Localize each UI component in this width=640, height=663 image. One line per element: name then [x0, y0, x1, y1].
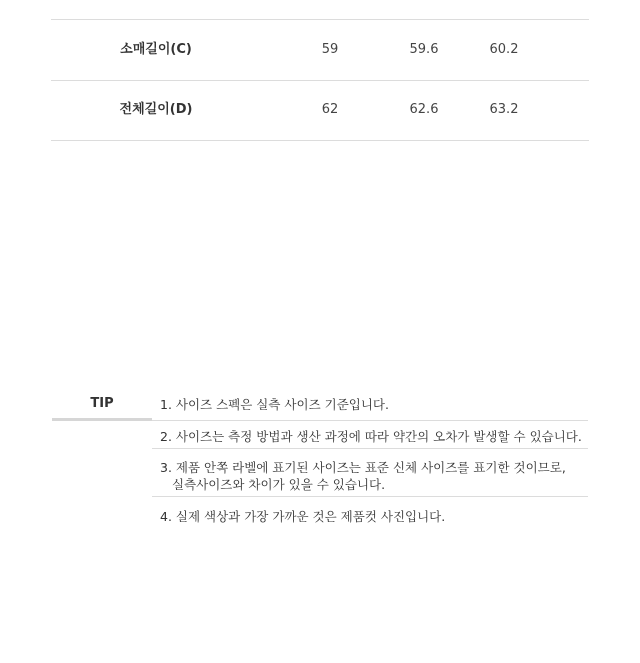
size-value: 62.6: [409, 102, 439, 117]
size-value: 60.2: [489, 42, 519, 57]
row-label: 소매길이(C): [120, 42, 192, 57]
size-value: 59: [321, 42, 339, 57]
tip-underline: [52, 418, 152, 421]
tip-text: 3. 제품 안쪽 라벨에 표기된 사이즈는 표준 신체 사이즈를 표기한 것이므로,: [160, 460, 566, 475]
tip-item: [152, 459, 588, 497]
size-value: 59.6: [409, 42, 439, 57]
tip-item: [152, 428, 588, 449]
tip-title: TIP: [90, 396, 114, 411]
tip-item: [152, 396, 588, 421]
table-row-sleeve-length: [51, 20, 589, 81]
tip-text-continued: 실측사이즈와 차이가 있을 수 있습니다.: [172, 477, 386, 492]
row-label: 전체길이(D): [119, 102, 193, 117]
tip-item: [152, 508, 588, 528]
size-value: 63.2: [489, 102, 519, 117]
table-row-total-length: [51, 80, 589, 141]
tip-text: 4. 실제 색상과 가장 가까운 것은 제품컷 사진입니다.: [160, 509, 446, 524]
size-value: 62: [321, 102, 339, 117]
tip-heading: [52, 393, 152, 421]
tip-text: 2. 사이즈는 측정 방법과 생산 과정에 따라 약간의 오차가 발생할 수 있습니다.: [160, 429, 582, 444]
tip-text: 1. 사이즈 스펙은 실측 사이즈 기준입니다.: [160, 397, 389, 412]
